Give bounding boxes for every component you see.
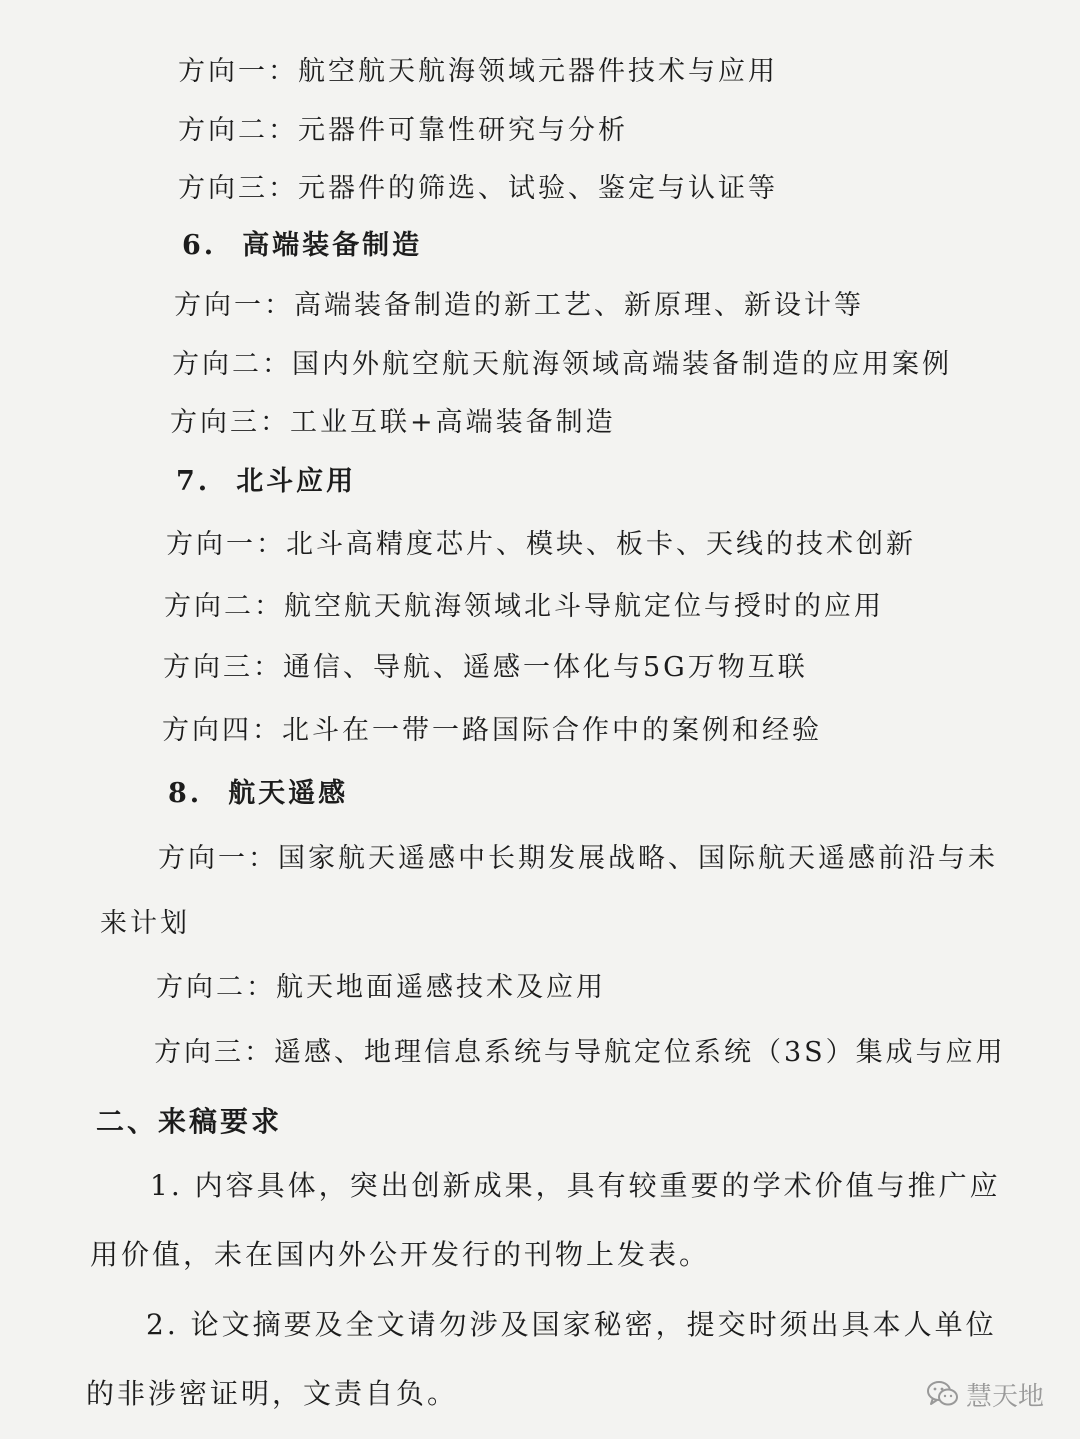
watermark [926,1374,1044,1414]
direction-line: 方向二：国内外航空航天航海领域高端装备制造的应用案例 [172,349,952,380]
direction-line: 方向一：高端装备制造的新工艺、新原理、新设计等 [174,290,864,321]
direction-line: 方向二：航天地面遥感技术及应用 [156,972,606,1003]
section-number: 8. [168,778,203,809]
direction-line: 方向四：北斗在一带一路国际合作中的案例和经验 [162,715,822,746]
direction-line: 方向三：通信、导航、遥感一体化与5G万物互联 [163,652,808,683]
direction-line: 方向一：北斗高精度芯片、模块、板卡、天线的技术创新 [166,529,916,560]
section-heading-7 [176,465,356,499]
section-heading-6 [182,229,422,263]
direction-line: 方向二：元器件可靠性研究与分析 [178,115,628,146]
section-title: 北斗应用 [236,466,357,497]
requirement-line: 1. 内容具体，突出创新成果，具有较重要的学术价值与推广应 [150,1169,1001,1202]
requirement-line: 2. 论文摘要及全文请勿涉及国家秘密，提交时须出具本人单位 [146,1308,997,1341]
section-title: 高端装备制造 [242,230,423,261]
requirement-line-continuation: 用价值，未在国内外公开发行的刊物上发表。 [90,1238,711,1271]
direction-line-continuation: 来计划 [100,908,190,939]
section-heading-8 [168,777,348,811]
direction-line: 方向三：工业互联+高端装备制造 [170,407,616,438]
direction-line: 方向一：航空航天航海领域元器件技术与应用 [178,56,778,87]
direction-line: 方向三：遥感、地理信息系统与导航定位系统（3S）集成与应用 [154,1037,1006,1068]
direction-line: 方向二：航空航天航海领域北斗导航定位与授时的应用 [164,591,884,622]
section-number: 6. [182,230,217,261]
section-number: 7. [176,466,211,497]
direction-line: 方向三：元器件的筛选、试验、鉴定与认证等 [178,173,778,204]
part-heading: 二、来稿要求 [96,1105,283,1138]
requirement-line-continuation: 的非涉密证明，文责自负。 [86,1377,459,1410]
direction-line: 方向一：国家航天遥感中长期发展战略、国际航天遥感前沿与未 [158,843,998,874]
section-title: 航天遥感 [228,778,349,809]
watermark-text: 慧天地 [966,1381,1045,1412]
wechat-icon [926,1379,960,1409]
